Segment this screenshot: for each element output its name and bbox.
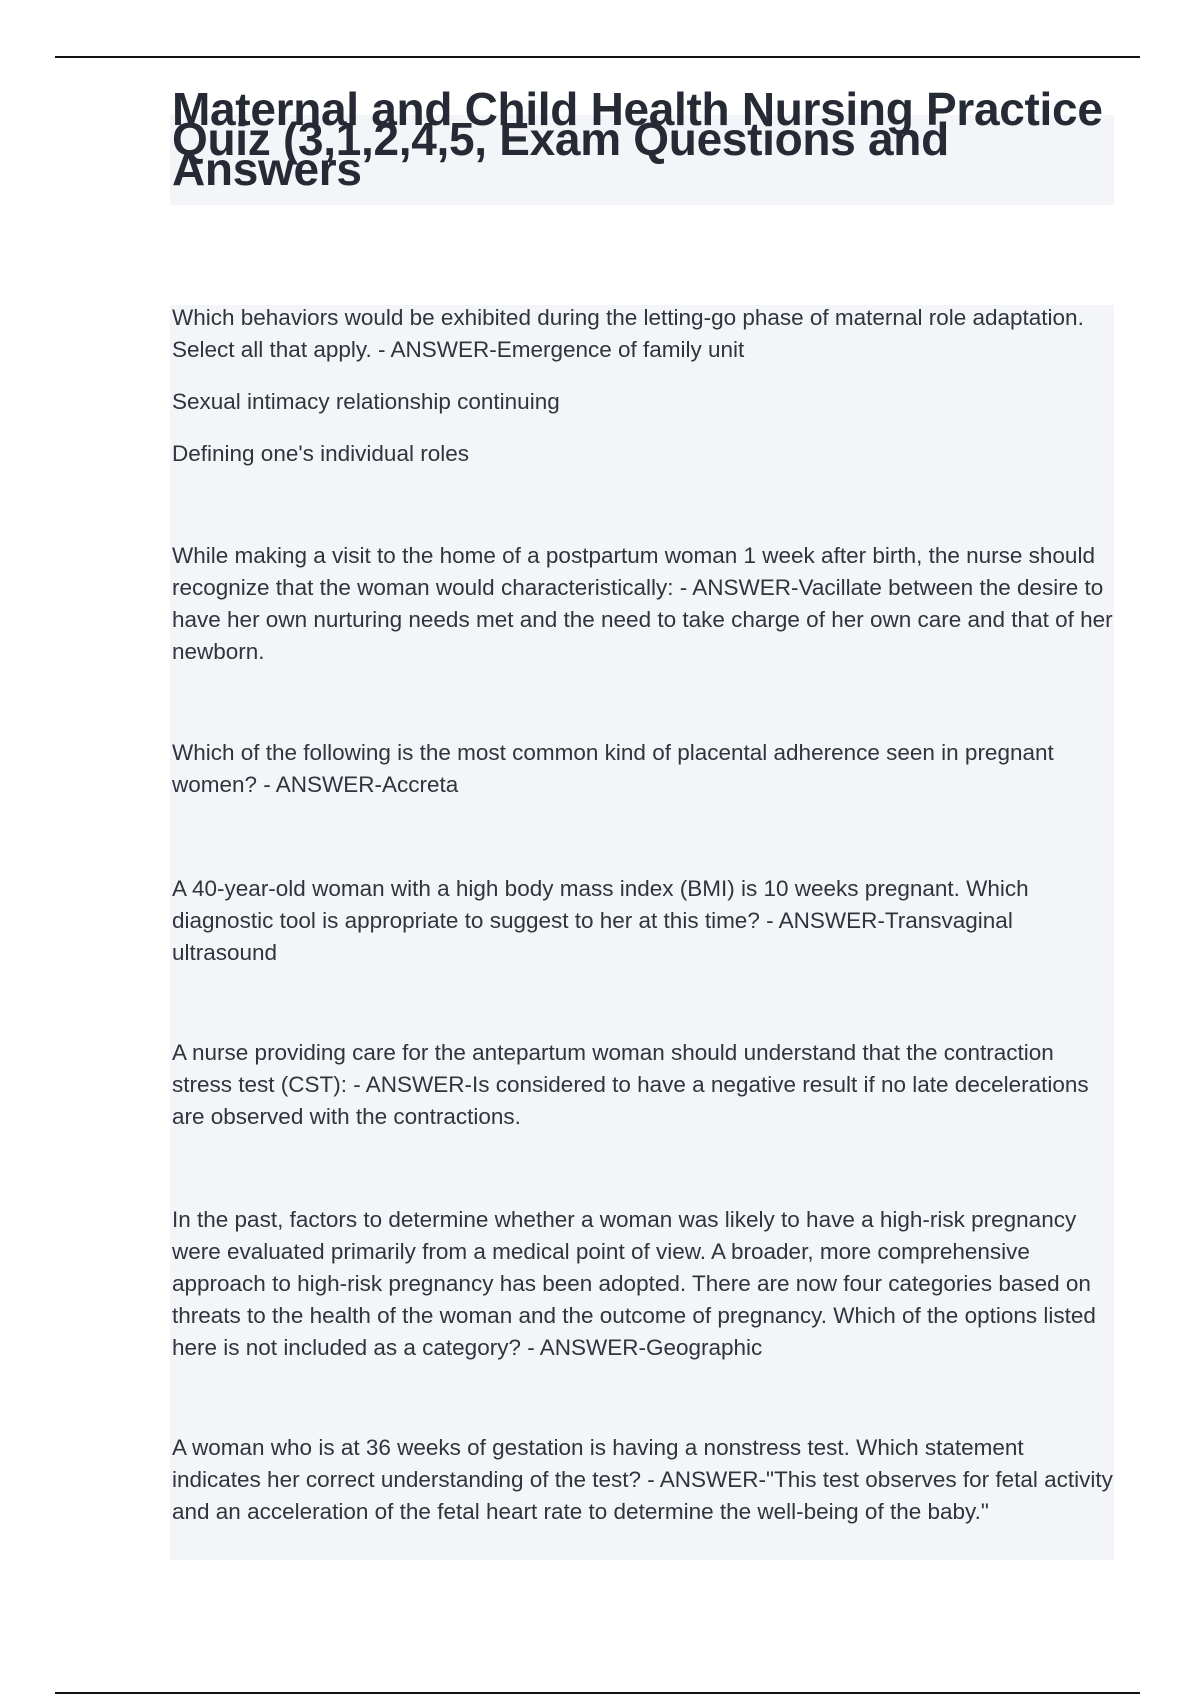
qa-item-3-text: Which of the following is the most common kind of placental adherence seen in pregnant women? - ANSWER-Accreta [172, 740, 1054, 797]
qa-item-7-text: A woman who is at 36 weeks of gestation is having a nonstress test. Which statement indicates her correct understanding of the test? - ANSWER-"This test observes for fetal activity and an acceleration of the fetal heart rate to determine the well-being of the baby." [172, 1435, 1113, 1524]
qa-item-4-text: A 40-year-old woman with a high body mass index (BMI) is 10 weeks pregnant. Which diagnostic tool is appropriate to suggest to her at this time? - ANSWER-Transvaginal ultrasound [172, 876, 1029, 965]
qa-item-4 [172, 873, 1117, 969]
top-horizontal-rule [55, 56, 1140, 58]
qa-item-3 [172, 737, 1117, 801]
qa-item-1 [172, 302, 1117, 470]
qa-item-2 [172, 540, 1117, 668]
qa-item-5-text: A nurse providing care for the antepartum woman should understand that the contraction stress test (CST): - ANSWER-Is considered to have a negative result if no late decelerations are observed with the contractions. [172, 1040, 1089, 1129]
qa-item-1-answer-line-2: Sexual intimacy relationship continuing [172, 389, 560, 414]
qa-item-6 [172, 1204, 1117, 1364]
qa-item-1-question: Which behaviors would be exhibited during the letting-go phase of maternal role adaptation. Select all that apply. - ANSWER-Emergence of family unit [172, 305, 1084, 362]
qa-item-1-answer-line-3: Defining one's individual roles [172, 441, 469, 466]
qa-item-6-text: In the past, factors to determine whether a woman was likely to have a high-risk pregnancy were evaluated primarily from a medical point of view. A broader, more comprehensive approach to high-risk pregnancy has been adopted. There are now four categories based on threats to the health of the woman and the outcome of pregnancy. Which of the options listed here is not included as a category? - ANSWER-Geographic [172, 1207, 1096, 1360]
document-title: Maternal and Child Health Nursing Practice Quiz (3,1,2,4,5, Exam Questions and Answers [172, 83, 1103, 195]
qa-item-7 [172, 1432, 1117, 1528]
qa-item-5 [172, 1037, 1117, 1133]
qa-item-2-text: While making a visit to the home of a postpartum woman 1 week after birth, the nurse should recognize that the woman would characteristically: - ANSWER-Vacillate between the desire to have her own nurturing needs met and the need to take charge of her own care and that of her newborn. [172, 543, 1113, 664]
bottom-horizontal-rule [55, 1692, 1140, 1694]
